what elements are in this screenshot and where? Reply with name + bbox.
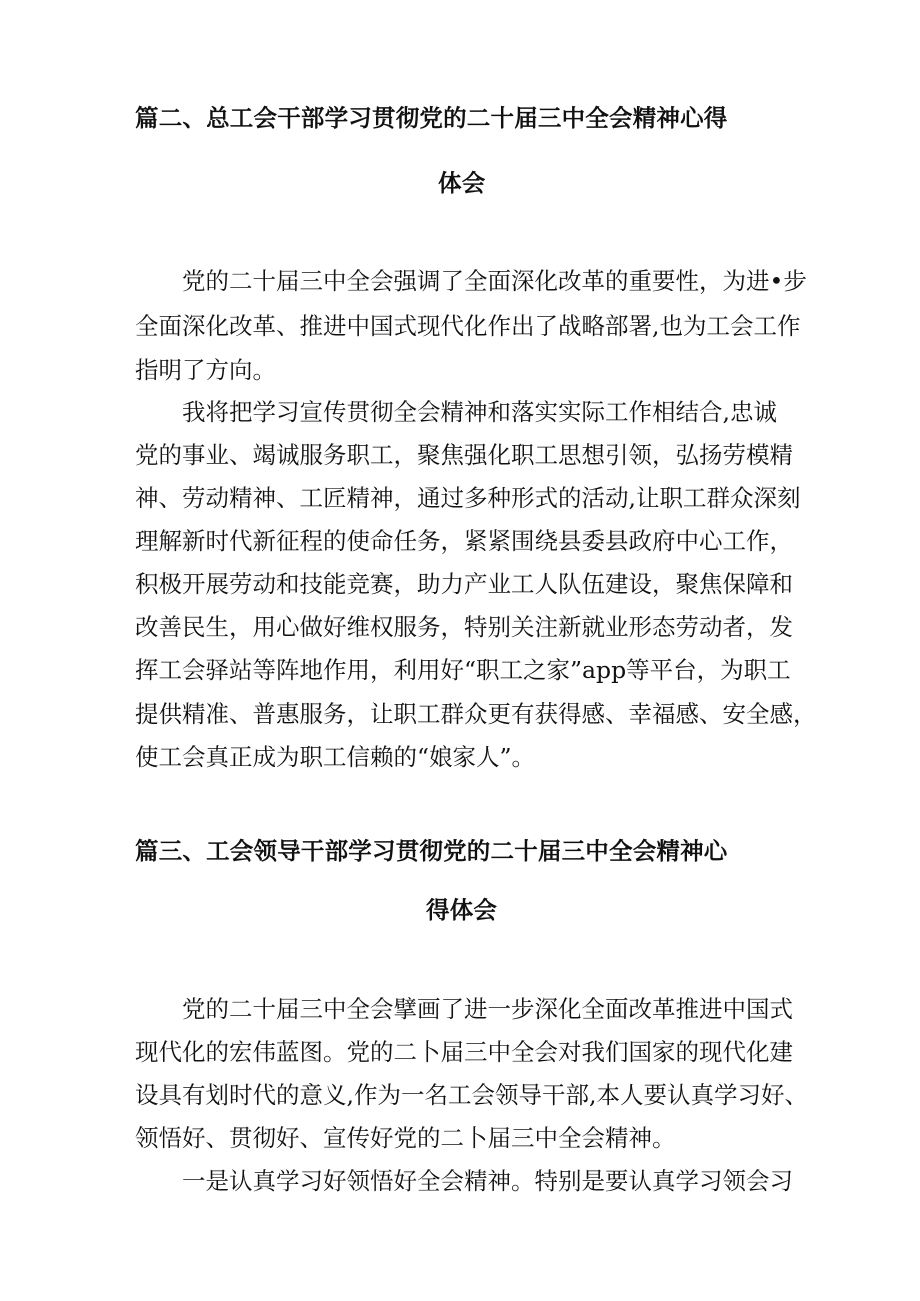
section-two-title-line-1: 篇二、总工会干部学习贯彻党的二十届三中全会精神心得 <box>135 104 728 132</box>
section-two-title-line-2: 体会 <box>438 169 486 197</box>
paragraph-line: 挥工会驿站等阵地作用，利用好“职工之家”app等平台，为职工 <box>135 656 791 684</box>
section-three-title-line-2: 得体会 <box>426 896 498 924</box>
paragraph-line: 党的二十届三中全会强调了全面深化改革的重要性，为进•步 <box>182 267 807 295</box>
paragraph-line: 领悟好、贯彻好、宣传好党的二卜届三中全会精神。 <box>135 1124 676 1152</box>
paragraph-line: 理解新时代新征程的使命任务，紧紧围绕县委县政府中心工作， <box>135 527 793 555</box>
paragraph-line: 使工会真正成为职工信赖的“娘家人”。 <box>135 743 536 771</box>
paragraph-line: 现代化的宏伟蓝图。党的二卜届三中全会对我们国家的现代化建 <box>135 1038 793 1066</box>
paragraph-line: 提供精准、普惠服务，让职工群众更有获得感、幸福感、安全感， <box>135 700 817 728</box>
paragraph-line: 积极开展劳动和技能竞赛，助力产业工人队伍建设，聚焦保障和 <box>135 570 793 598</box>
paragraph-line: 党的事业、竭诚服务职工，聚焦强化职工思想引领，弘扬劳模精 <box>135 441 793 469</box>
paragraph-line: 一是认真学习好领悟好全会精神。特别是要认真学习领会习 <box>182 1167 793 1195</box>
paragraph-line: 神、劳动精神、工匠精神，通过多种形式的活动,让职工群众深刻 <box>135 484 801 512</box>
paragraph-line: 指明了方向。 <box>135 356 276 384</box>
paragraph-line: 全面深化改革、推进中国式现代化作出了战略部署,也为工会工作 <box>135 312 801 340</box>
paragraph-line: 党的二十届三中全会擘画了进一步深化全面改革推进中国式 <box>182 995 793 1023</box>
paragraph-line: 改善民生，用心做好维权服务，特别关注新就业形态劳动者，发 <box>135 613 793 641</box>
paragraph-line: 我将把学习宣传贯彻全会精神和落实实际工作相结合,忠诚 <box>182 398 777 426</box>
paragraph-line: 设具有划时代的意义,作为一名工会领导干部,本人要认真学习好、 <box>135 1081 808 1109</box>
section-three-title-line-1: 篇三、工会领导干部学习贯彻党的二十届三中全会精神心 <box>135 837 728 865</box>
